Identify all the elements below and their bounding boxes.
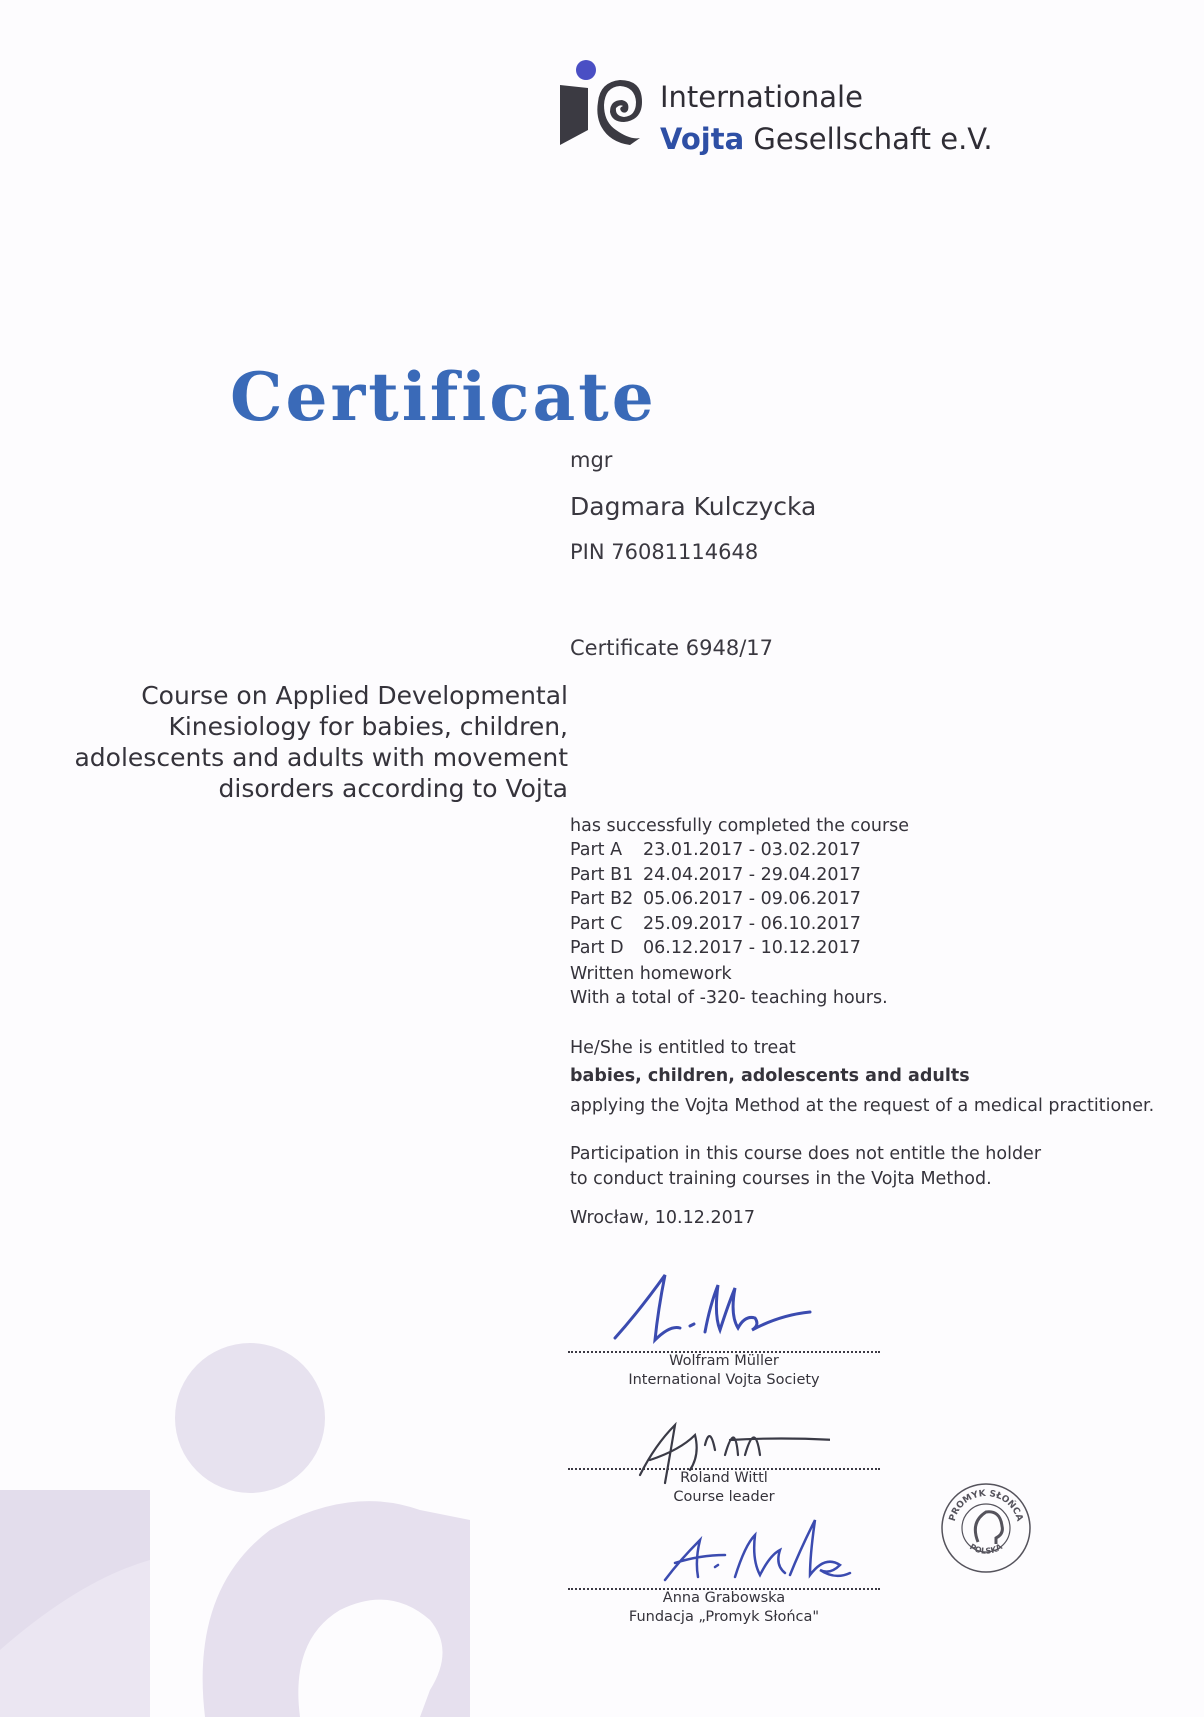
part-label: Part B2: [570, 889, 634, 909]
course-parts-list: [570, 838, 861, 961]
holder-degree: mgr: [570, 448, 613, 472]
vojta-logo-icon: [560, 60, 650, 160]
org-name-rest: Gesellschaft e.V.: [744, 122, 993, 156]
part-label: Part B1: [570, 864, 634, 885]
signatory-name: Anna Grabowska: [662, 1590, 786, 1606]
course-part-row: [570, 863, 861, 888]
patient-groups: babies, children, adolescents and adults: [570, 1066, 970, 1086]
completion-statement: has successfully completed the course: [570, 816, 910, 836]
part-dates: 23.01.2017 - 03.02.2017: [643, 840, 861, 860]
org-name-line1: Internationale: [660, 80, 863, 114]
part-dates: 25.09.2017 - 06.10.2017: [643, 913, 861, 934]
certificate-title: Certificate: [230, 358, 657, 436]
svg-text:POLSKA: [968, 1542, 1005, 1556]
course-line: disorders according to Vojta: [218, 774, 568, 803]
watermark-dot: [175, 1343, 325, 1493]
entitlement-intro: He/She is entitled to treat: [570, 1038, 796, 1058]
promyk-slonca-stamp-icon: [940, 1482, 1032, 1574]
part-label: Part A: [570, 840, 623, 860]
certificate-number: Certificate 6948/17: [570, 636, 773, 660]
course-line: Kinesiology for babies, children,: [168, 712, 568, 741]
homework-note: Written homework: [570, 964, 732, 984]
part-label: Part C: [570, 913, 623, 934]
holder-pin: PIN 76081114648: [570, 540, 759, 564]
training-notice-line1: Participation in this course does not entitle the holder: [570, 1144, 1042, 1164]
org-name-line2: [660, 122, 993, 156]
part-dates: 06.12.2017 - 10.12.2017: [643, 938, 861, 958]
signature-wolfram-muller: [610, 1270, 820, 1350]
course-line: adolescents and adults with movement: [74, 743, 568, 772]
signatory-role: Fundacja „Promyk Słońca": [628, 1609, 820, 1625]
course-part-row: [570, 936, 861, 961]
signatory-role: Course leader: [673, 1489, 775, 1505]
watermark-logo-icon: [0, 1490, 470, 1717]
place-and-date: Wrocław, 10.12.2017: [570, 1208, 755, 1228]
holder-name: Dagmara Kulczycka: [570, 492, 817, 521]
method-application: applying the Vojta Method at the request of a medical practitioner.: [570, 1096, 1155, 1116]
course-line: Course on Applied Developmental: [141, 681, 568, 710]
course-name: [74, 680, 568, 804]
signatory-name: Roland Wittl: [680, 1470, 768, 1486]
stamp-bottom-text: POLSKA: [968, 1542, 1004, 1556]
part-dates: 05.06.2017 - 09.06.2017: [643, 889, 861, 909]
teaching-hours: With a total of -320- teaching hours.: [570, 988, 888, 1008]
course-part-row: [570, 838, 861, 863]
training-notice-line2: to conduct training courses in the Vojta Method.: [570, 1169, 992, 1189]
part-dates: 24.04.2017 - 29.04.2017: [643, 864, 861, 885]
signatory-name: Wolfram Müller: [669, 1353, 779, 1369]
course-part-row: [570, 887, 861, 912]
stamp-top-text: PROMYK SŁOŃCA: [947, 1488, 1025, 1523]
part-label: Part D: [570, 938, 624, 958]
org-name-vojta: Vojta: [660, 122, 745, 156]
course-part-row: [570, 912, 861, 937]
signature-anna-grabowska: [660, 1515, 860, 1595]
signatory-role: International Vojta Society: [628, 1372, 820, 1388]
